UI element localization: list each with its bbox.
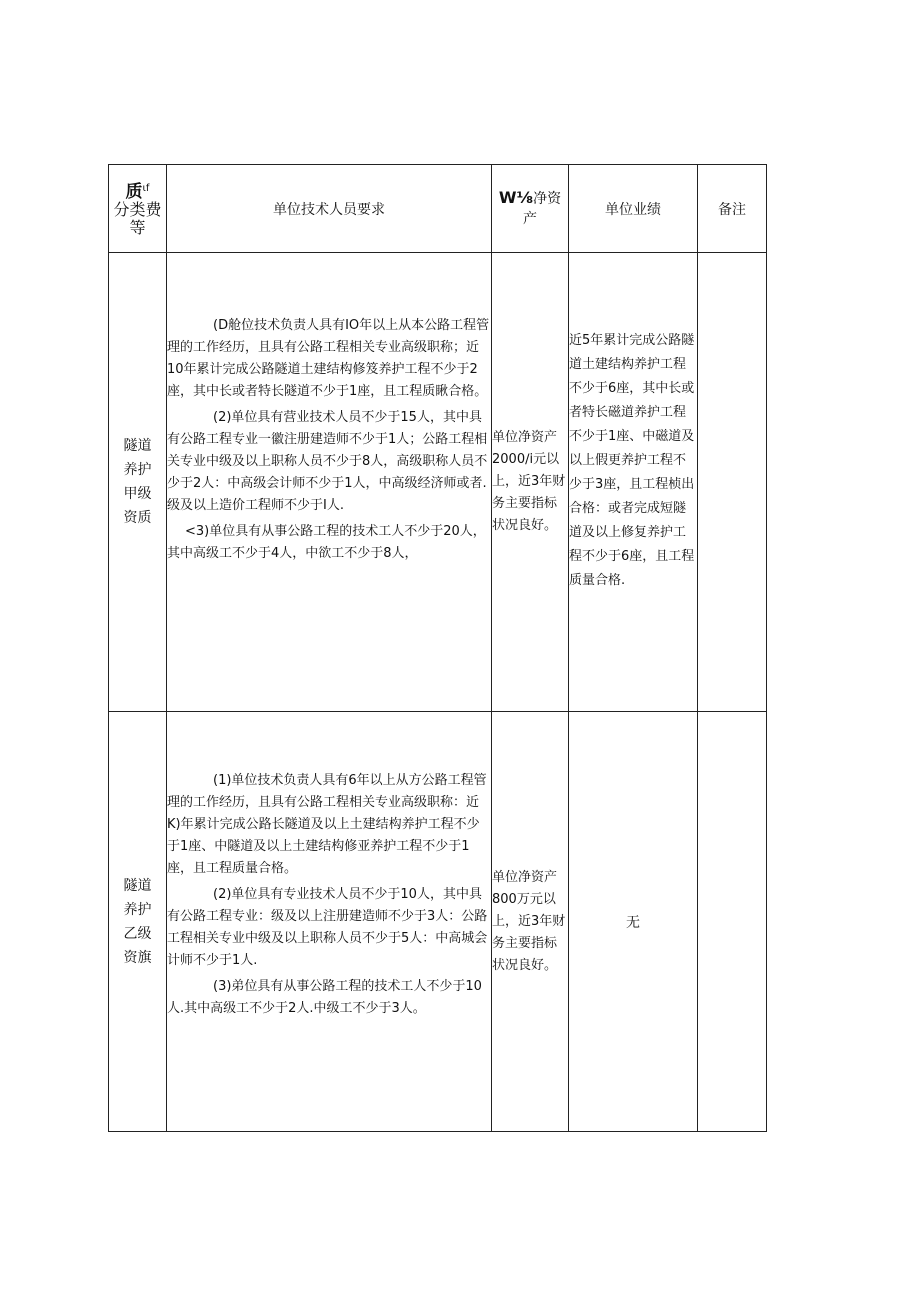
- requirement-item: (3)弟位具有从事公路工程的技术工人不少于10人.其中高级工不少于2人.中级工不少于3人。: [167, 979, 482, 1016]
- net-assets-cell: 单位净资产2000∕i元以上，近3年财务主要指标状况良好。: [492, 253, 569, 712]
- performance-text: 近5年累计完成公路隧道土建结构养护工程不少于6座，其中长或者特长磁道养护工程不少于1座、中磁道及以上假更养护工程不少于3座，且工程桢出合格：或者完成短隧道及以上修复养护工程不少于6座，且工程质量合格.: [569, 333, 695, 588]
- table-row-grade-b: [109, 712, 767, 1132]
- header-net-assets-bold: W⅛: [498, 188, 534, 207]
- header-performance: 单位业绩: [569, 165, 698, 253]
- header-notes: 备注: [698, 165, 767, 253]
- category-line: 养护: [123, 901, 152, 918]
- requirements-cell: [167, 712, 492, 1132]
- header-category-sup: ιf: [142, 183, 150, 194]
- header-net-assets-text: 净资产: [523, 191, 562, 227]
- qualification-table: [108, 164, 767, 1132]
- category-line: 养护: [123, 462, 152, 478]
- header-category: [109, 165, 167, 253]
- category-cell: [109, 712, 167, 1132]
- notes-cell: [698, 712, 767, 1132]
- requirement-item: (2)单位具有专业技术人员不少于10人，其中具有公路工程专业：级及以上注册建造师不少于3人：公路工程相关专业中级及以上职称人员不少于5人：中高城会计师不少于1人.: [167, 887, 488, 968]
- performance-cell: 无: [569, 712, 698, 1132]
- header-category-line1: 质: [125, 182, 143, 202]
- category-line: 资质: [123, 510, 152, 526]
- header-net-assets: [492, 165, 569, 253]
- notes-cell: [698, 253, 767, 712]
- requirement-item: (2)单位具有营业技术人员不少于15人，其中具有公路工程专业一徽注册建造师不少于1人；公路工程相关专业中级及以上职称人员不少于8人，高级职称人员不少于2人：中高级会计师不少于1人，中高级经济师或者.级及以上造价工程师不少于I人.: [167, 410, 488, 513]
- category-line: 资旗: [123, 949, 152, 966]
- requirement-item: (D舱位技术负责人具有IO年以上从本公路工程管理的工作经历，且具有公路工程相关专业高级职称；近10年累计完成公路隧道土建结构修笈养护工程不少于2座，其中长或者特长隧道不少于1座，且工程质瞅合格。: [167, 318, 490, 399]
- performance-cell: [569, 253, 698, 712]
- category-line: 隧道: [123, 877, 152, 894]
- requirements-cell: [167, 253, 492, 712]
- table-row-grade-a: [109, 253, 767, 712]
- requirement-item: (1)单位技术负责人具有6年以上从方公路工程管理的工作经历，且具有公路工程相关专业高级职称：近K)年累计完成公路长隧道及以上土建结构养护工程不少于1座、中隧道及以上土建结构修亚养护工程不少于1座，且工程质量合格。: [167, 773, 487, 876]
- category-line: 甲级: [123, 486, 152, 502]
- header-category-line2: 分类费等: [113, 200, 162, 237]
- category-cell: [109, 253, 167, 712]
- header-staff-requirements: 单位技术人员要求: [167, 165, 492, 253]
- requirement-item: <3)单位具有从事公路工程的技术工人不少于20人，其中高级工不少于4人，中欲工不少于8人，: [167, 524, 486, 561]
- category-line: 乙级: [123, 925, 152, 942]
- table-header-row: [109, 165, 767, 253]
- category-line: 隧道: [123, 438, 152, 454]
- net-assets-cell: 单位净资产800万元以上，近3年财务主要指标状况良好。: [492, 712, 569, 1132]
